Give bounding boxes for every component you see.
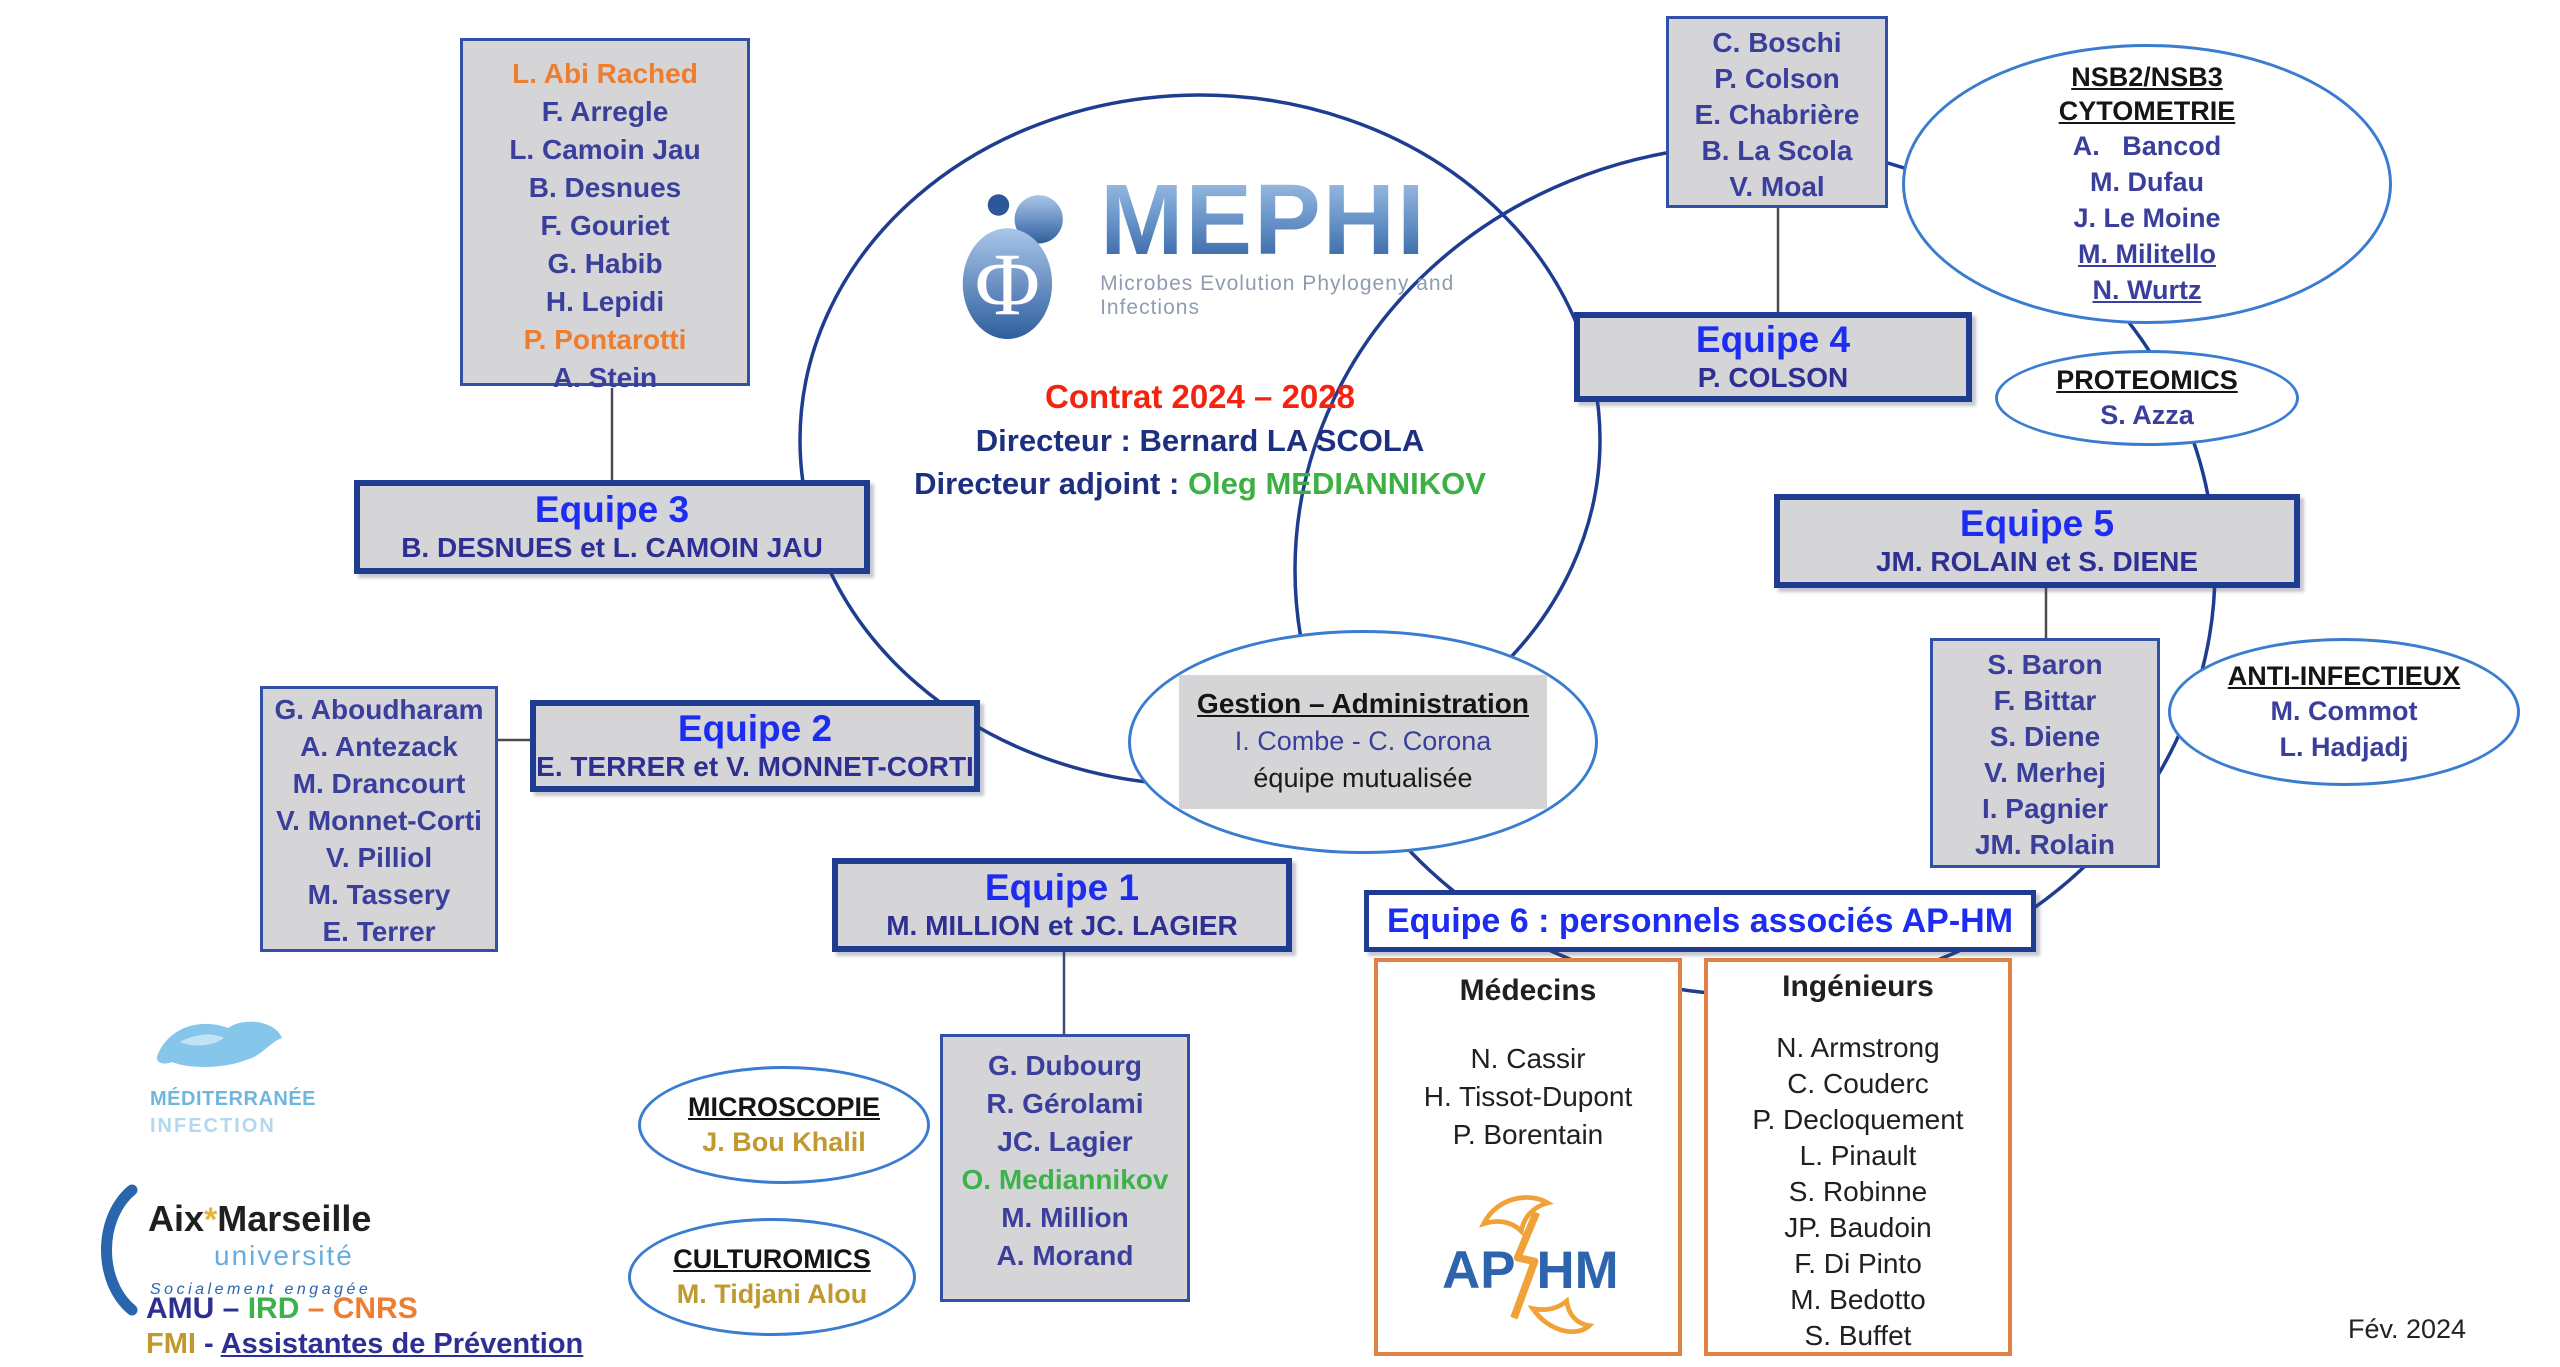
director-line (850, 419, 1550, 462)
amu-paren-icon (86, 1184, 146, 1316)
equipe5-members-box (1930, 638, 2160, 868)
platform-title: PROTEOMICS (2056, 365, 2238, 395)
team-title: Equipe 1 (984, 867, 1140, 908)
list-text: A. Morand (996, 1240, 1134, 1271)
list-text: E. Chabrière (1694, 99, 1860, 130)
cytometrie-list (2073, 128, 2222, 308)
platform-title: ANTI-INFECTIEUX (2227, 661, 2461, 691)
list-text: N. Wurtz (2092, 275, 2202, 305)
mephi-phi-icon (952, 168, 1086, 360)
list-text: F. Bittar (1993, 685, 2097, 716)
list-text: JM. Rolain (1974, 829, 2115, 860)
equipe4-box (1574, 312, 1972, 402)
list-text: P. Colson (1714, 63, 1840, 94)
team-leaders: B. DESNUES et L. CAMOIN JAU (401, 532, 823, 563)
list-text: M. Tidjani Alou (676, 1279, 868, 1309)
ingenieurs-box (1704, 958, 2012, 1356)
list-text: C. Boschi (1712, 27, 1842, 58)
proteomics-list (2100, 397, 2194, 433)
list-text: M. Commot (2270, 696, 2418, 726)
equipe6-header: Equipe 6 : personnels associés AP-HM (1364, 890, 2036, 952)
deputy-name: Oleg MEDIANNIKOV (1179, 466, 1486, 501)
list-text: IRD (247, 1292, 300, 1325)
team-leaders: E. TERRER et V. MONNET-CORTI (536, 751, 974, 782)
platform-title: NSB2/NSB3 (2071, 62, 2223, 92)
culturomics-ellipse (628, 1218, 916, 1336)
list-text: G. Aboudharam (274, 694, 484, 725)
aphm-logo (1433, 1186, 1623, 1352)
affiliation-line-amu-ird-cnrs (146, 1292, 418, 1326)
list-text: P. Decloquement (1752, 1104, 1964, 1135)
list-text: H. Lepidi (545, 286, 665, 317)
list-text: L. Camoin Jau (509, 134, 701, 165)
amu-wordmark (148, 1198, 371, 1240)
list-text: M. Drancourt (292, 768, 466, 799)
equipe3-members-box (460, 38, 750, 393)
gestion-ellipse (1128, 630, 1598, 854)
mephi-subtitle: Microbes Evolution Phylogeny and Infections (1100, 272, 1455, 319)
list-text: Assistantes de Prévention (220, 1328, 584, 1360)
amu-universite-text: université (214, 1240, 354, 1271)
deputy-label: Directeur adjoint : (914, 466, 1180, 501)
medecins-title: Médecins (1459, 974, 1597, 1007)
list-text: J. Bou Khalil (702, 1127, 866, 1157)
list-text: F. Gouriet (540, 210, 670, 241)
deputy-director-line (850, 462, 1550, 505)
equipe3-box (354, 480, 870, 574)
team-leaders: M. MILLION et JC. LAGIER (886, 910, 1238, 941)
list-text: B. La Scola (1701, 135, 1853, 166)
list-text: A. Bancod (2072, 131, 2222, 161)
list-text: P. Pontarotti (523, 324, 687, 355)
culturomics-list (677, 1276, 868, 1312)
list-text: N. Armstrong (1776, 1032, 1940, 1063)
list-text: I. Combe - C. Corona (1234, 726, 1492, 756)
microscopie-list (702, 1124, 866, 1160)
list-text: M. Tassery (307, 879, 451, 910)
list-text: S. Robinne (1788, 1176, 1928, 1207)
list-text: S. Baron (1987, 649, 2103, 680)
list-text: A. Antezack (300, 731, 458, 762)
list-text: V. Pilliol (325, 842, 433, 873)
list-text: M. Million (1001, 1202, 1129, 1233)
team-title: Equipe 4 (1695, 319, 1851, 360)
list-text: G. Habib (547, 248, 663, 279)
amu-tagline: Socialement engagée (150, 1281, 372, 1298)
ingenieurs-list (1752, 1030, 1963, 1354)
equipe1-box (832, 858, 1292, 952)
list-text: - (195, 1328, 221, 1360)
list-text: – (299, 1292, 333, 1325)
director-name: Bernard LA SCOLA (1130, 423, 1425, 458)
list-text: A. Stein (552, 362, 658, 393)
list-text: L. Abi Rached (512, 58, 698, 89)
proteomics-ellipse (1995, 350, 2299, 446)
director-label: Directeur : (975, 423, 1131, 458)
list-text: N. Cassir (1470, 1043, 1586, 1074)
equipe1-members-box (940, 1034, 1190, 1302)
equipe2-members-box (260, 686, 498, 952)
list-text: L. Hadjadj (2279, 732, 2409, 762)
list-text: G. Dubourg (988, 1050, 1142, 1081)
cytometrie-ellipse (1902, 44, 2392, 324)
infection-logo-text: INFECTION (150, 1115, 276, 1137)
equipe5-box (1774, 494, 2300, 588)
ingenieurs-title: Ingénieurs (1782, 970, 1934, 1003)
phi-glyph: Φ (974, 235, 1041, 335)
aphm-text-ap: AP (1442, 1240, 1516, 1300)
list-text: B. Desnues (528, 172, 682, 203)
affiliation-line-fmi (146, 1328, 583, 1361)
list-text: CNRS (332, 1292, 418, 1325)
mephi-logo (952, 164, 1512, 360)
list-text: F. Di Pinto (1794, 1248, 1922, 1279)
gestion-list (1197, 723, 1529, 797)
mediterranee-logo-text: MÉDITERRANÉE (150, 1088, 317, 1110)
date-label: Fév. 2024 (2348, 1314, 2467, 1344)
amu-star-icon: * (204, 1201, 218, 1239)
mephi-wordmark: MEPHI (1100, 168, 1512, 272)
list-text: V. Moal (1729, 171, 1825, 202)
list-text: S. Diene (1989, 721, 2101, 752)
gestion-title: Gestion – Administration (1197, 688, 1529, 719)
list-text: F. Arregle (541, 96, 669, 127)
list-text: E. Terrer (322, 916, 436, 947)
anti-infectieux-list (2271, 693, 2418, 765)
medecins-list (1424, 1040, 1633, 1154)
list-text: S. Buffet (1804, 1320, 1912, 1351)
list-text: S. Azza (2100, 400, 2194, 430)
list-text: H. Tissot-Dupont (1423, 1081, 1633, 1112)
list-text: V. Monnet-Corti (276, 805, 482, 836)
list-text: C. Couderc (1787, 1068, 1929, 1099)
team-title: Equipe 3 (534, 489, 690, 530)
aphm-text-hm: HM (1536, 1240, 1619, 1300)
amu-word-marseille: Marseille (217, 1198, 372, 1239)
mediterranee-infection-logo-icon (150, 1012, 290, 1082)
list-text: O. Mediannikov (961, 1164, 1169, 1195)
platform-title: CYTOMETRIE (2058, 96, 2236, 126)
list-text: P. Borentain (1452, 1119, 1604, 1150)
medecins-box (1374, 958, 1682, 1356)
team-title: Equipe 2 (677, 708, 833, 749)
microscopie-ellipse (638, 1066, 930, 1184)
list-text: M. Bedotto (1790, 1284, 1926, 1315)
amu-word-aix: Aix (148, 1198, 205, 1239)
list-text: AMU – (146, 1292, 248, 1325)
list-text: JC. Lagier (997, 1126, 1133, 1157)
equipe2-box (530, 700, 980, 792)
list-text: R. Gérolami (986, 1088, 1144, 1119)
team-title: Equipe 5 (1959, 503, 2115, 544)
list-text: I. Pagnier (1981, 793, 2109, 824)
platform-title: MICROSCOPIE (687, 1092, 881, 1122)
list-text: M. Dufau (2089, 167, 2204, 197)
list-text: L. Pinault (1799, 1140, 1917, 1171)
platform-title: CULTUROMICS (673, 1244, 871, 1274)
team-leaders: JM. ROLAIN et S. DIENE (1875, 546, 2199, 577)
contract-line: Contrat 2024 – 2028 (1044, 378, 1355, 415)
list-text: équipe mutualisée (1253, 763, 1473, 793)
list-text: M. Militello (2077, 239, 2216, 269)
list-text: FMI (146, 1328, 196, 1360)
contract-block (850, 374, 1550, 505)
list-text: JP. Baudoin (1784, 1212, 1932, 1243)
list-text: J. Le Moine (2073, 203, 2221, 233)
equipe4-members-box (1666, 16, 1888, 208)
anti-infectieux-ellipse (2168, 638, 2520, 786)
team-leaders: P. COLSON (1697, 362, 1849, 393)
gestion-box (1179, 675, 1547, 809)
list-text: V. Merhej (1984, 757, 2106, 788)
